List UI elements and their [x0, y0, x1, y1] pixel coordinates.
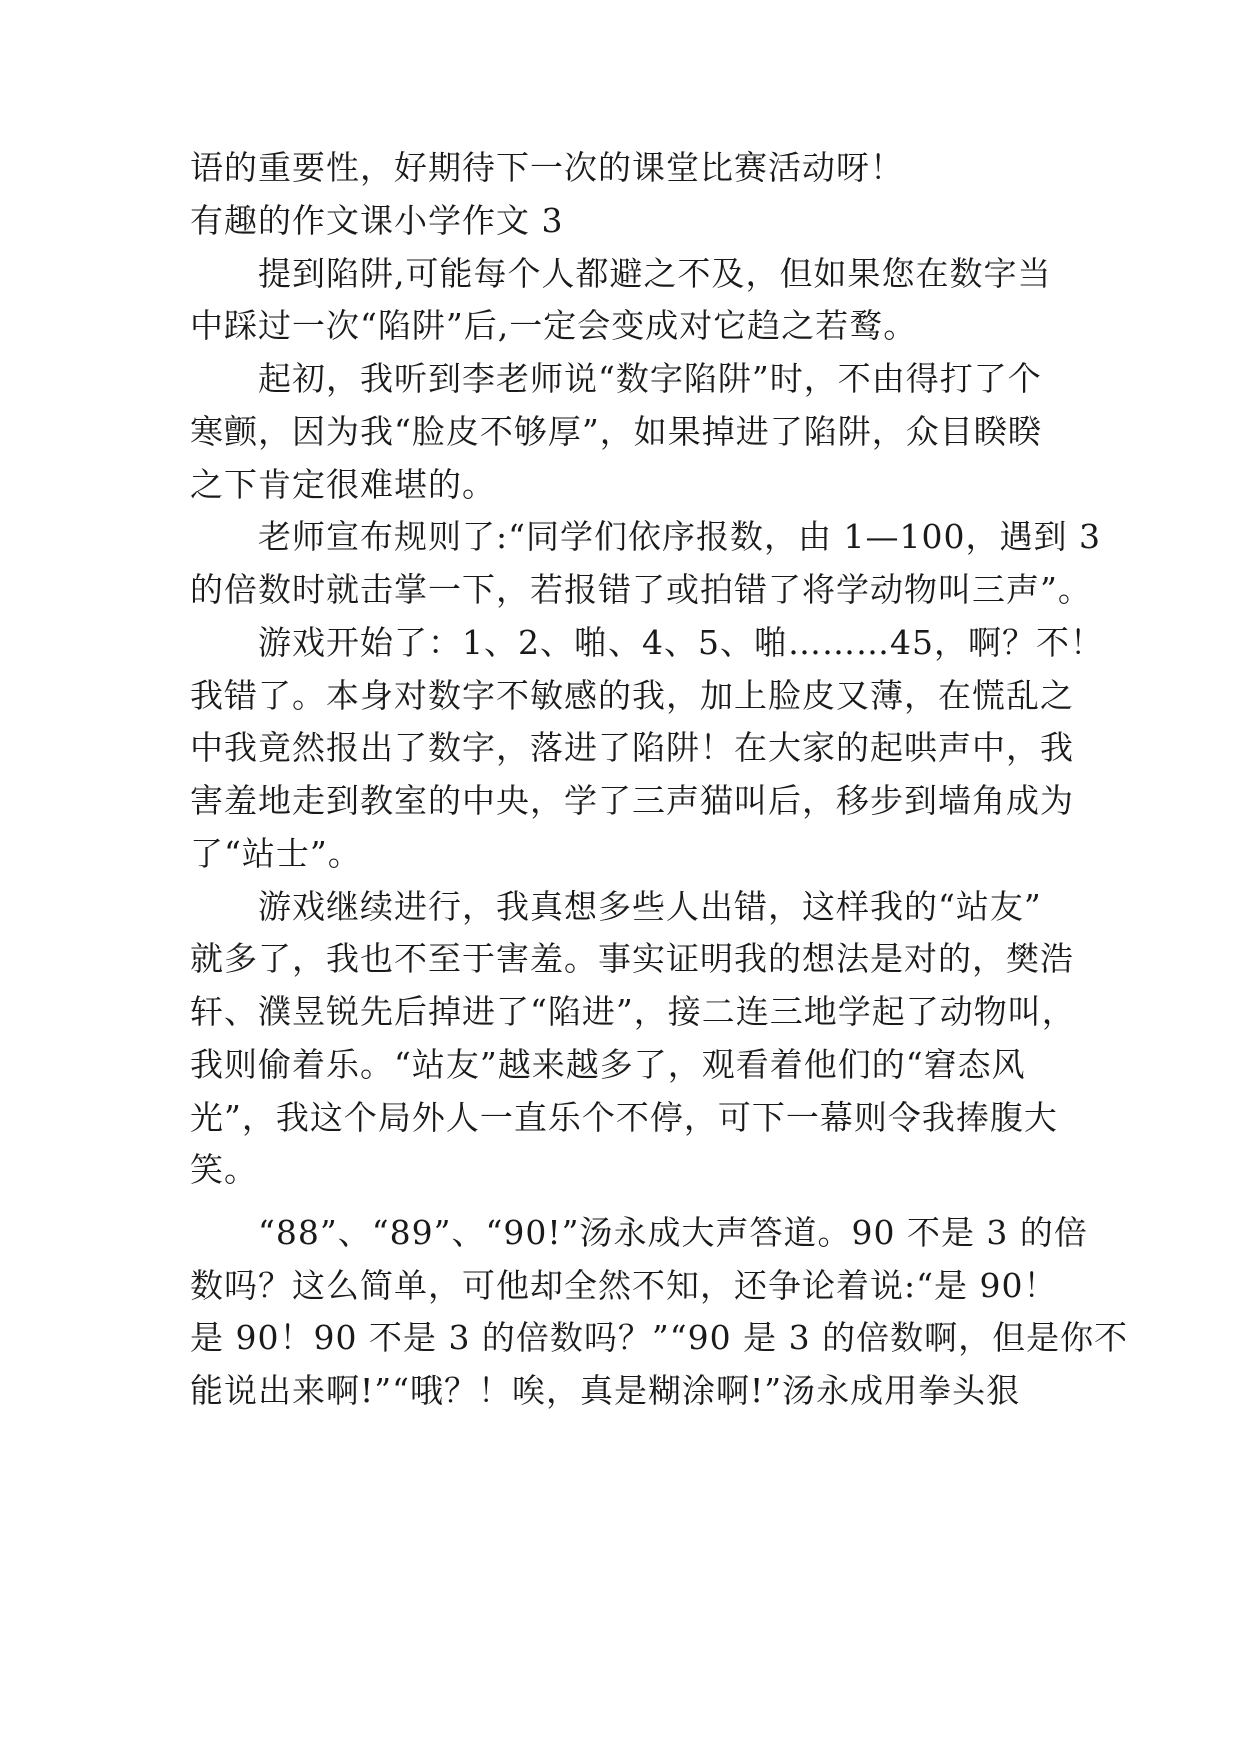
text-line: 游戏继续进行，我真想多些人出错，这样我的“站友”	[190, 887, 1042, 926]
text-line: 游戏开始了：1、2、啪、4、5、啪………45，啊？不！	[190, 623, 1104, 662]
section-heading: 有趣的作文课小学作文 3	[190, 201, 564, 240]
text-line: 能说出来啊!”“哦？！唉，真是糊涂啊!”汤永成用拳头狠	[190, 1371, 1021, 1410]
text-line: 数吗？这么简单，可他却全然不知，还争论着说:“是 90！	[190, 1266, 1058, 1305]
text-line: 我错了。本身对数字不敏感的我，加上脸皮又薄，在慌乱之	[190, 676, 1074, 715]
text-line: “88”、“89”、“90!”汤永成大声答道。90 不是 3 的倍	[190, 1213, 1088, 1252]
text-line: 起初，我听到李老师说“数字陷阱”时，不由得打了个	[190, 359, 1042, 398]
text-line: 笑。	[190, 1150, 258, 1189]
text-line: 了“站士”。	[190, 834, 362, 873]
text-line: 轩、濮昱锐先后掉进了“陷进”，接二连三地学起了动物叫，	[190, 992, 1076, 1031]
text-line: 语的重要性，好期待下一次的课堂比赛活动呀！	[190, 148, 904, 187]
text-line: 害羞地走到教室的中央，学了三声猫叫后，移步到墙角成为	[190, 781, 1074, 820]
text-line: 中我竟然报出了数字，落进了陷阱！在大家的起哄声中，我	[190, 728, 1074, 767]
text-line: 寒颤，因为我“脸皮不够厚”，如果掉进了陷阱，众目睽睽	[190, 412, 1042, 451]
text-line: 我则偷着乐。“站友”越来越多了，观看着他们的“窘态风	[190, 1045, 1026, 1084]
text-line: 就多了，我也不至于害羞。事实证明我的想法是对的，樊浩	[190, 939, 1074, 978]
text-line: 光”，我这个局外人一直乐个不停，可下一幕则令我捧腹大	[190, 1098, 1058, 1137]
text-line: 之下肯定很难堪的。	[190, 465, 496, 504]
text-line: 提到陷阱,可能每个人都避之不及，但如果您在数字当	[190, 254, 1052, 293]
text-line: 老师宣布规则了:“同学们依序报数，由 1—100，遇到 3	[190, 517, 1101, 556]
text-line: 中踩过一次“陷阱”后,一定会变成对它趋之若鹜。	[190, 306, 918, 345]
text-line: 的倍数时就击掌一下，若报错了或拍错了将学动物叫三声”。	[190, 570, 1092, 609]
text-line: 是 90！90 不是 3 的倍数吗？”“90 是 3 的倍数啊，但是你不	[190, 1318, 1129, 1357]
